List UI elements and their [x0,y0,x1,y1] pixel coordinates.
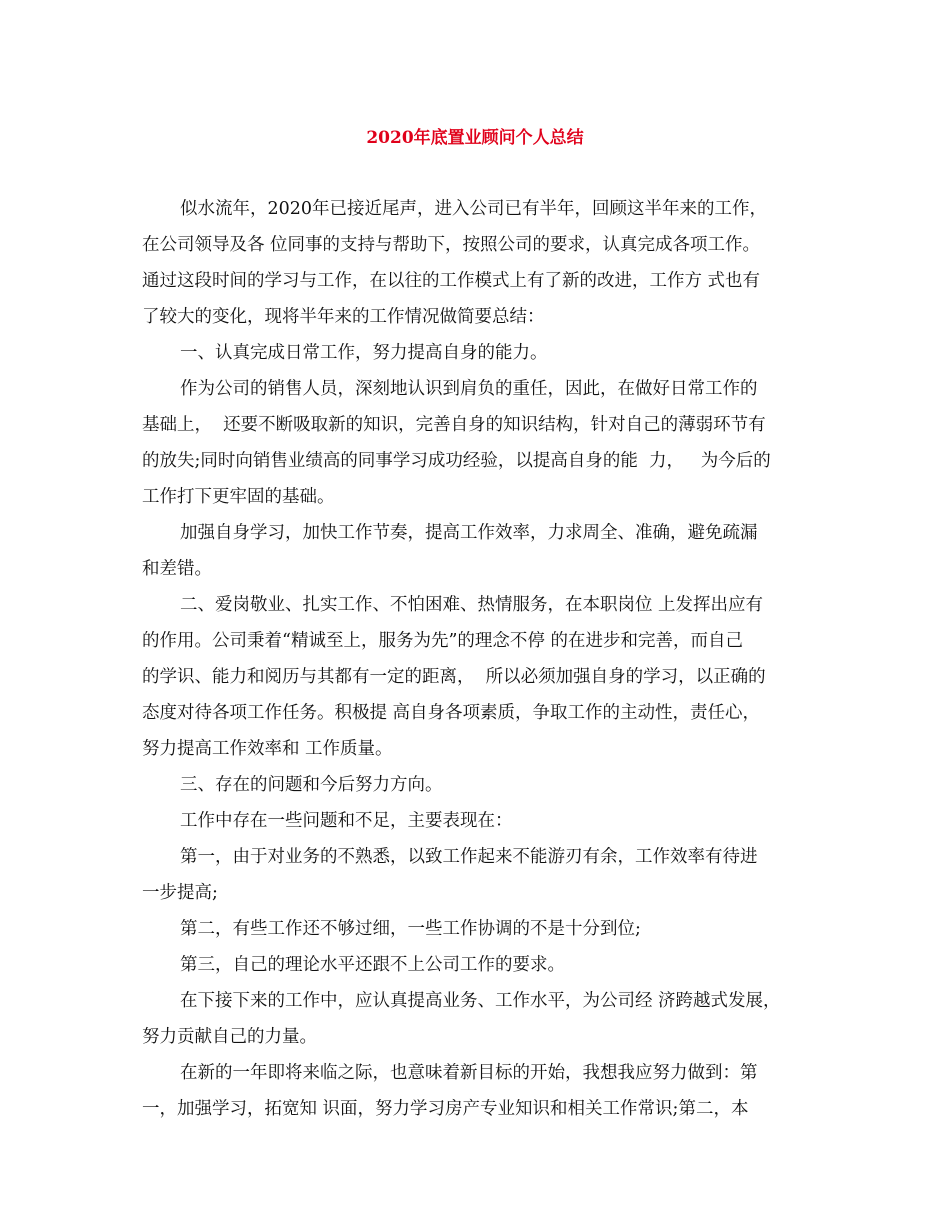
text-line: 工作打下更牢固的基础。 [142,487,335,507]
text-line: 的作用。公司秉着“精诚至上，服务为先”的理念不停 的在进步和完善，而自己 [142,631,743,651]
text-line: 第一，由于对业务的不熟悉，以致工作起来不能游刃有余，工作效率有待进 [180,847,758,867]
text-line: 努力贡献自己的力量。 [142,1027,317,1047]
text-line: 通过这段时间的学习与工作，在以往的工作模式上有了新的改进，工作方 式也有 [142,271,761,291]
text-line: 似水流年，2020年已接近尾声，进入公司已有半年，回顾这半年来的工作， [180,199,768,219]
text-line: 努力提高工作效率和 工作质量。 [142,739,393,759]
text-line: 第三，自己的理论水平还跟不上公司工作的要求。 [180,955,565,975]
text-line: 在公司领导及各 位同事的支持与帮助下，按照公司的要求，认真完成各项工作。 [142,235,761,255]
text-line: 一、认真完成日常工作，努力提高自身的能力。 [180,343,548,363]
text-line: 在下接下来的工作中，应认真提高业务、工作水平，为公司经 济跨越式发展， [180,991,781,1011]
document-title: 2020年底置业顾问个人总结 [366,128,584,148]
text-line: 和差错。 [142,559,212,579]
text-line: 一步提高; [142,883,218,903]
text-line: 加强自身学习，加快工作节奏，提高工作效率，力求周全、准确，避免疏漏 [180,523,758,543]
text-line: 第二，有些工作还不够过细，一些工作协调的不是十分到位; [180,919,641,939]
text-line: 了较大的变化，现将半年来的工作情况做简要总结： [142,307,545,327]
text-line: 作为公司的销售人员，深刻地认识到肩负的重任，因此，在做好日常工作的 [180,379,758,399]
text-line: 二、爱岗敬业、扎实工作、不怕困难、热情服务，在本职岗位 上发挥出应有 [180,595,764,615]
text-line: 态度对待各项工作任务。积极提 高自身各项素质，争取工作的主动性，责任心， [142,703,761,723]
text-line: 在新的一年即将来临之际，也意味着新目标的开始，我想我应努力做到：第 [180,1063,758,1083]
text-line: 一，加强学习，拓宽知 识面，努力学习房产专业知识和相关工作常识;第二，本 [142,1099,749,1119]
text-line: 基础上， 还要不断吸取新的知识，完善自身的知识结构，针对自己的薄弱环节有 [142,415,766,435]
text-line: 三、存在的问题和今后努力方向。 [180,775,443,795]
text-line: 的学识、能力和阅历与其都有一定的距离， 所以必须加强自身的学习，以正确的 [142,667,766,687]
text-line: 的放失;同时向销售业绩高的同事学习成功经验，以提高自身的能 力， 为今后的 [142,451,771,471]
text-line: 工作中存在一些问题和不足，主要表现在： [180,811,513,831]
